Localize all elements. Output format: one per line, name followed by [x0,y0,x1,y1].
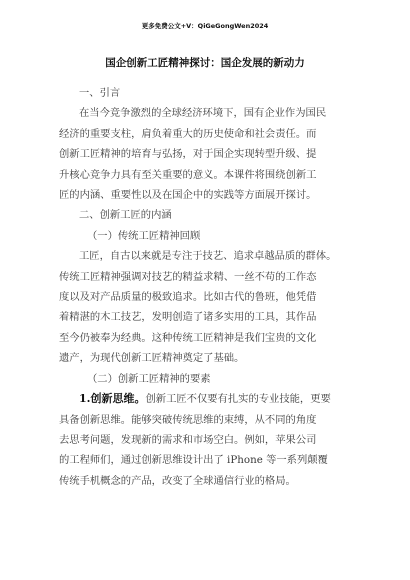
header-note: 更多免费公文+V：QiGeGongWen2024 [141,22,269,30]
section-heading-connotation: 二、创新工匠的内涵 [79,209,172,222]
document-body [59,83,359,491]
paragraph-line: 经济的重要支柱，肩负着重大的历史使命和社会责任。而 [59,127,317,140]
paragraph-line: 着精湛的木工技艺，发明创造了诸多实用的工具，其作品 [59,311,317,324]
paragraph-line: 匠的内涵、重要性以及在国企中的实践等方面展开探讨。 [59,189,317,202]
paragraph-line: 在当今竞争激烈的全球经济环境下，国有企业作为国民 [79,107,327,120]
paragraph-line: 升核心竞争力具有至关重要的意义。本课件将围绕创新工 [59,168,317,181]
paragraph-line: 传统手机概念的产品，改变了全球通信行业的格局。 [59,474,296,487]
subsection-heading: （二）创新工匠精神的要素 [87,372,211,385]
paragraph-line: 度以及对产品质量的极致追求。比如古代的鲁班，他凭借 [59,291,317,304]
paragraph-line: 具备创新思维。能够突破传统思维的束缚，从不同的角度 [59,413,317,426]
section-heading-intro: 一、引言 [79,87,121,99]
paragraph-line: 至今仍被奉为经典。这种传统工匠精神是我们宝贵的文化 [59,331,317,344]
paragraph-line: 遗产，为现代创新工匠精神奠定了基础。 [59,352,245,365]
paragraph-line: 工匠，自古以来就是专注于技艺、追求卓越品质的群体。 [79,250,337,263]
subsection-heading: （一）传统工匠精神回顾 [87,229,201,242]
document-title: 国企创新工匠精神探讨：国企发展的新动力 [105,57,305,69]
paragraph-line: 的工程师们，通过创新思维设计出了 iPhone 等一系列颠覆 [59,454,328,467]
paragraph-line: 传统工匠精神强调对技艺的精益求精、一丝不苟的工作态 [59,270,317,283]
paragraph-line: 去思考问题，发现新的需求和市场空白。例如，苹果公司 [59,433,317,446]
point-text: 创新工匠不仅要有扎实的专业技能，更要 [145,393,331,406]
paragraph-line: 创新工匠精神的培育与弘扬，对于国企实现转型升级、提 [59,148,317,161]
paragraph-line [59,389,359,409]
point-lead: 1.创新思维。 [79,392,146,406]
